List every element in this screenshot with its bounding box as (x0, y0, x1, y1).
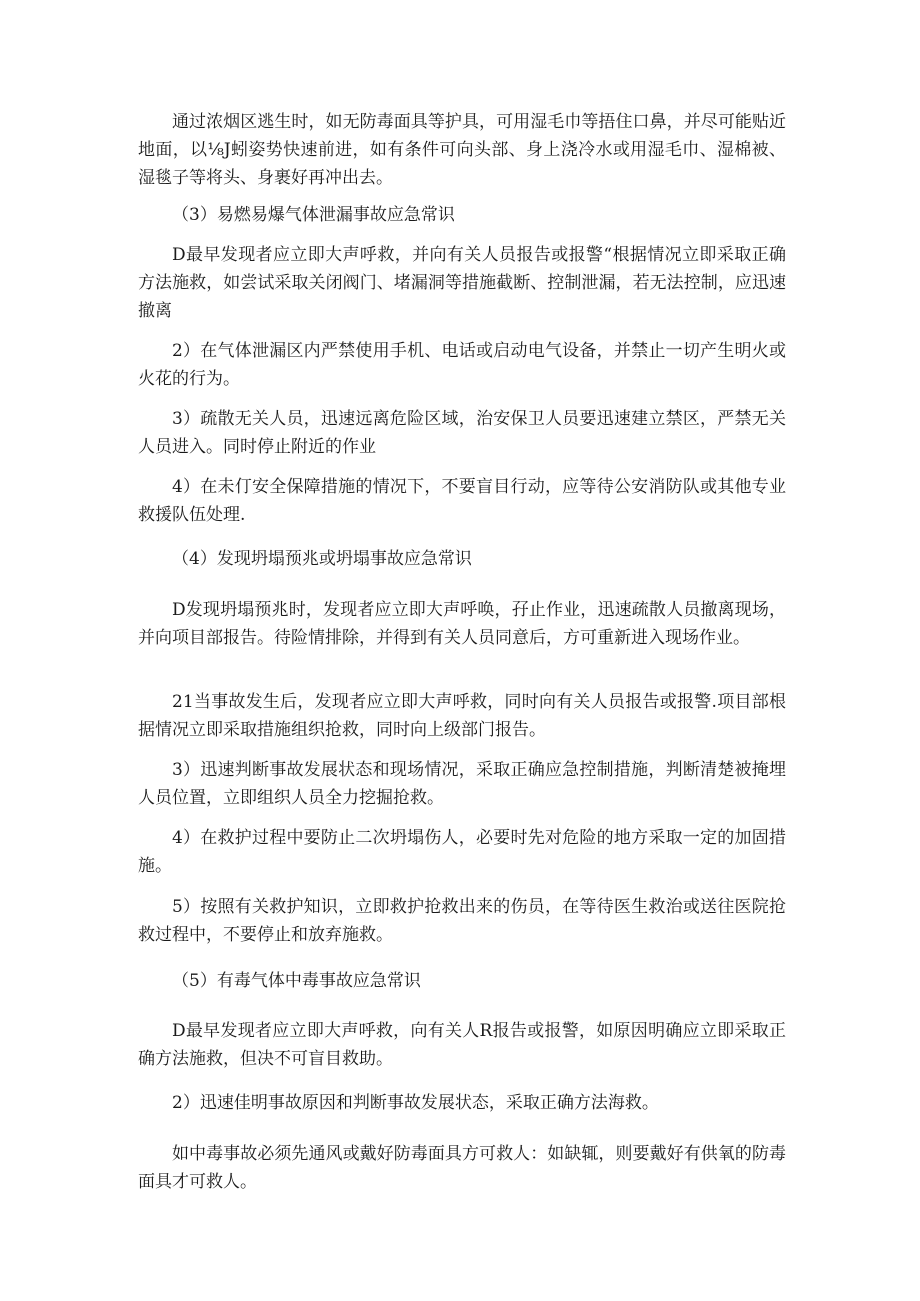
paragraph-collapse-4: 4）在救护过程中要防止二次坍塌伤人，必要时先对危险的地方采取一定的加固措施。 (138, 828, 786, 876)
paragraph-gas-leak-3: 3）疏散无关人员，迅速远离危险区域，治安保卫人员要迅速建立禁区，严禁无关人员进入。同时停止附近的作业 (138, 409, 786, 457)
paragraph-toxic-gas-1: D最早发现者应立即大声呼救，向有关人R报告或报警，如原因明确应立即采取正确方法施救，但决不可盲目救助。 (138, 1021, 786, 1069)
paragraph-collapse-5: 5）按照有关救护知识，立即救护抢救出来的伤员，在等待医生救治或送往医院抢救过程中，不要停止和放弃施救。 (138, 897, 786, 945)
paragraph-toxic-gas-2: 2）迅速佳明事故原因和判断事故发展状态，采取正确方法海救。 (172, 1093, 659, 1113)
paragraph-toxic-gas-3: 如中毒事故必须先通风或戴好防毒面具方可救人：如缺辄，则要戴好有供氧的防毒面具才可救人。 (138, 1144, 786, 1192)
paragraph-gas-leak-4: 4）在未仃安全保障措施的情况下，不要盲目行动，应等待公安消防队或其他专业救援队伍处理. (138, 477, 786, 525)
section-heading-gas-leak: （3）易燃易爆气体泄漏事故应急常识 (172, 205, 455, 225)
section-heading-toxic-gas: （5）有毒气体中毒事故应急常识 (172, 971, 421, 991)
paragraph-collapse-2: 21当事故发生后，发现者应立即大声呼救，同时向有关人员报告或报警.项目部根据情况立即采取措施组织抢救，同时向上级部门报告。 (138, 692, 786, 740)
paragraph-collapse-1: D发现坍塌预兆时，发现者应立即大声呼唤，孖止作业，迅速疏散人员撤离现场，并向项目部报告。待险情排除，并得到有关人员同意后，方可重新进入现场作业。 (138, 600, 786, 648)
paragraph-smoke-escape: 通过浓烟区逃生时，如无防毒面具等护具，可用湿毛巾等捂住口鼻，并尽可能贴近地面，以⅛J蚓姿势快速前进，如有条件可向头部、身上浇冷水或用湿毛巾、湿棉被、湿毯子等将头、身裹好再冲出去。 (138, 112, 786, 188)
paragraph-collapse-3: 3）迅速判断事故发展状态和现场情况，采取正确应急控制措施，判断清楚被掩埋人员位置，立即组织人员全力挖掘抢救。 (138, 760, 786, 808)
paragraph-gas-leak-2: 2）在气体泄漏区内严禁使用手机、电话或启动电气设备，并禁止一切产生明火或火花的行为。 (138, 341, 786, 389)
paragraph-gas-leak-1: D最早发现者应立即大声呼救，并向有关人员报告或报警“根据情况立即采取正确方法施救，如尝试采取关闭阀门、堵漏洞等措施截断、控制泄漏，若无法控制，应迅速撤离 (138, 245, 786, 321)
section-heading-collapse: （4）发现坍塌预兆或坍塌事故应急常识 (172, 549, 472, 569)
